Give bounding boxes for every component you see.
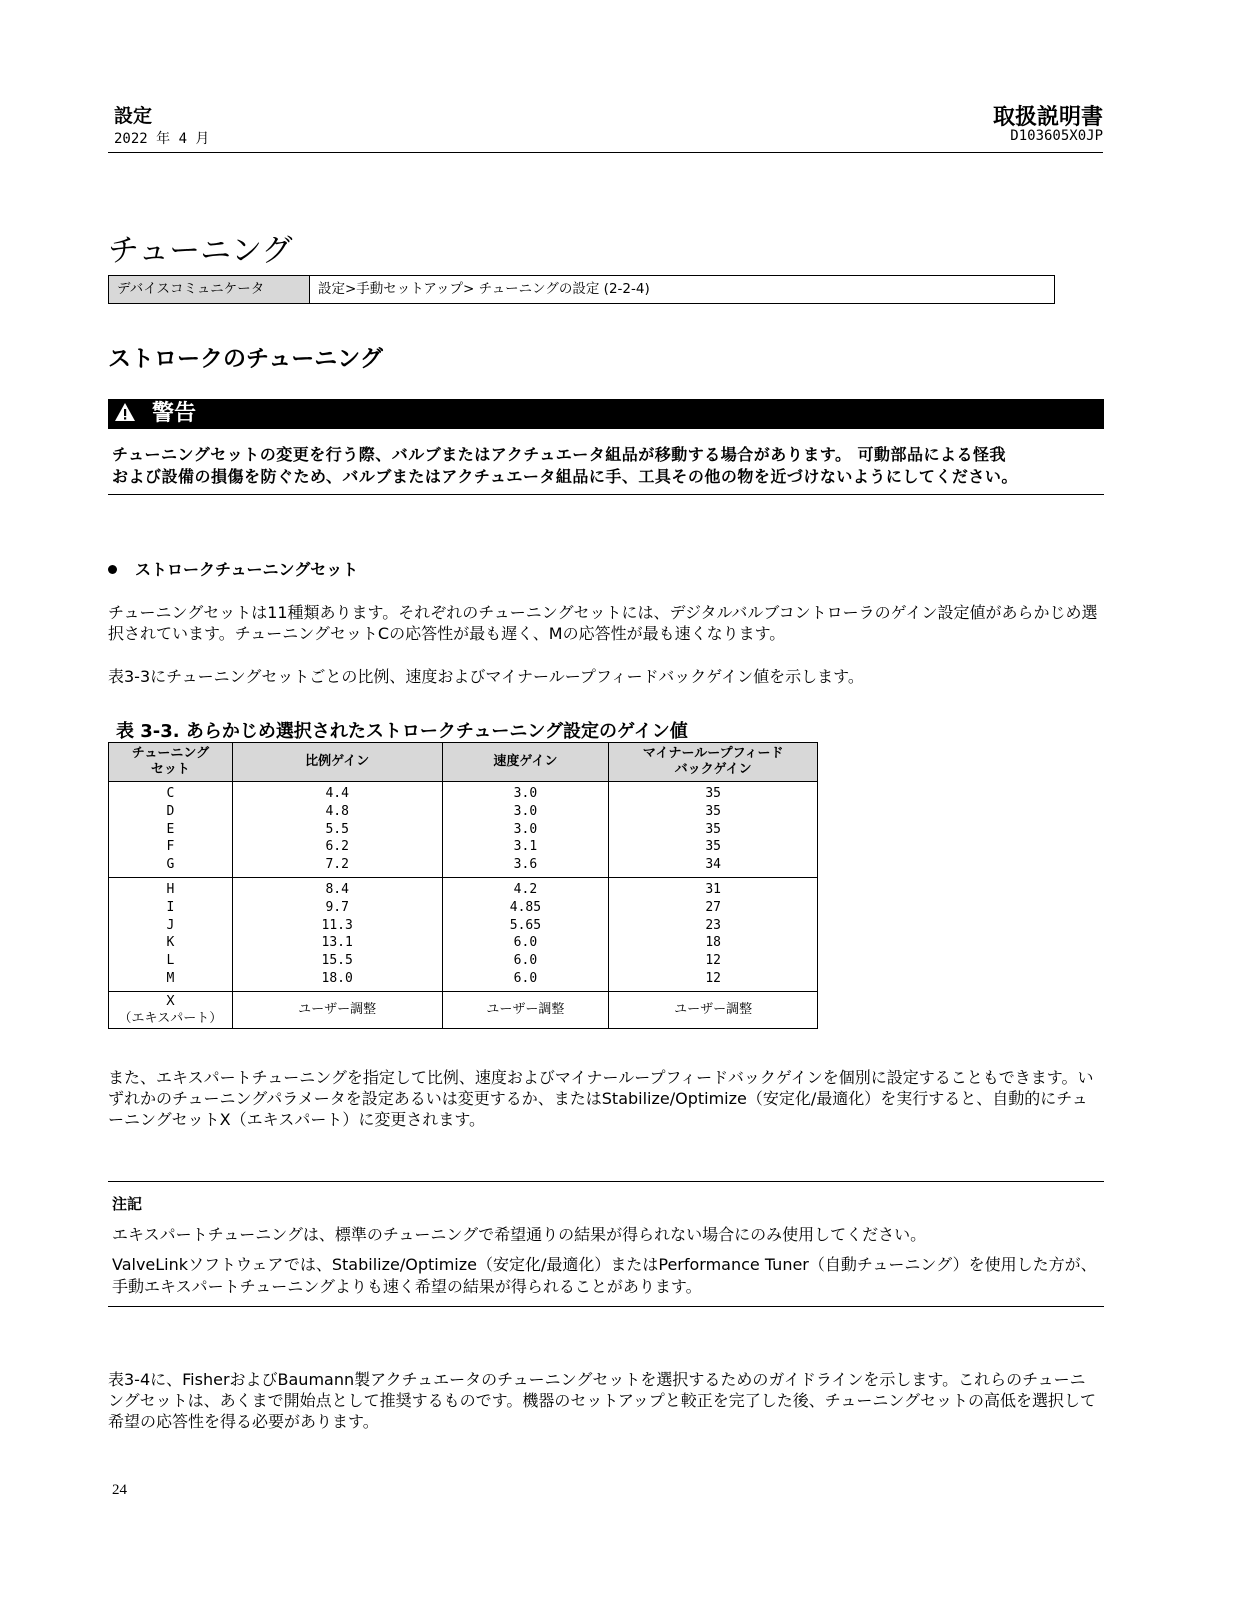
section-title: ストロークのチューニング — [108, 346, 383, 372]
warning-text — [112, 444, 1097, 488]
paragraph-4: 表3‐4に、FisherおよびBaumann製アクチュエータのチューニングセットを選択するためのガイドラインを示します。これらのチューニングセットは、あくまで開始点として推奨するものです。機器のセットアップと較正を完了した後、チューニングセットの高低を選択して希望の応答性を得る必要があります。 — [108, 1370, 1097, 1431]
column-header: 速度ゲイン — [442, 743, 609, 782]
page-title: チューニング — [108, 233, 293, 269]
header-section: 設定 — [114, 105, 153, 127]
bullet-text: ストロークチューニングセット — [135, 560, 359, 579]
table-caption: 表 3‐3. あらかじめ選択されたストロークチューニング設定のゲイン値 — [116, 721, 688, 742]
warning-triangle-icon — [114, 401, 136, 423]
note-title: 注記 — [112, 1195, 143, 1213]
paragraph-2: 表3‐3にチューニングセットごとの比例、速度およびマイナーループフィードバックゲイン値を示します。 — [108, 667, 864, 686]
set-cell: C D E F G — [109, 782, 233, 878]
velocity-gain-cell: 3.0 3.0 3.0 3.1 3.6 — [442, 782, 609, 878]
menu-path-value: 設定>手動セットアップ> チューニングの設定 (2-2-4) — [318, 281, 650, 297]
table-header-row — [109, 743, 818, 782]
bullet-dot-icon — [108, 565, 117, 574]
warning-line: チューニングセットの変更を行う際、バルブまたはアクチュエータ組品が移動する場合があります。 可動部品による怪我 — [112, 445, 1007, 464]
paragraph-3: また、エキスパートチューニングを指定して比例、速度およびマイナーループフィードバックゲインを個別に設定することもできます。いずれかのチューニングパラメータを設定あるいは変更するか、またはStabilize/Optimize（安定化/最適化）を実行すると、自動的にチューニングセットX（エキスパート）に変更されます。 — [108, 1068, 1094, 1129]
proportional-gain-cell: 4.4 4.8 5.5 6.2 7.2 — [232, 782, 442, 878]
note-line-2: ValveLinkソフトウェアでは、Stabilize/Optimize（安定化/最適化）またはPerformance Tuner（自動チューニング）を使用した方が、手動エキスパートチューニングよりも速く希望の結果が得られることがあります。 — [112, 1255, 1097, 1296]
header-date: 2022 年 4 月 — [114, 131, 210, 147]
table-row — [109, 877, 818, 991]
warning-rule — [108, 494, 1104, 495]
warning-label: 警告 — [152, 401, 197, 426]
proportional-gain-cell: 8.4 9.7 11.3 13.1 15.5 18.0 — [232, 877, 442, 991]
paragraph-1: チューニングセットは11種類あります。それぞれのチューニングセットには、デジタルバルブコントローラのゲイン設定値があらかじめ選択されています。チューニングセットCの応答性が最も遅く、Mの応答性が最も速くなります。 — [108, 603, 1098, 643]
proportional-gain-cell: ユーザー調整 — [232, 991, 442, 1028]
column-header: 比例ゲイン — [232, 743, 442, 782]
header-rule — [108, 152, 1103, 153]
mlfb-gain-cell: 35 35 35 35 34 — [609, 782, 818, 878]
set-cell: H I J K L M — [109, 877, 233, 991]
velocity-gain-cell: ユーザー調整 — [442, 991, 609, 1028]
page-number: 24 — [112, 1482, 127, 1498]
mlfb-gain-cell: 31 27 23 18 12 12 — [609, 877, 818, 991]
menu-path-box — [108, 275, 1055, 304]
header-doc-number: D103605X0JP — [1010, 128, 1103, 144]
warning-line: および設備の損傷を防ぐため、バルブまたはアクチュエータ組品に手、工具その他の物を近づけないようにしてください。 — [112, 467, 1018, 486]
note-line-1: エキスパートチューニングは、標準のチューニングで希望通りの結果が得られない場合にのみ使用してください。 — [112, 1225, 927, 1244]
mlfb-gain-cell: ユーザー調整 — [609, 991, 818, 1028]
menu-path-label: デバイスコミュニケータ — [109, 276, 310, 303]
table-row — [109, 991, 818, 1028]
note-rule-top — [108, 1181, 1104, 1182]
warning-bar — [108, 399, 1104, 429]
note-rule-bottom — [108, 1306, 1104, 1307]
bullet-item — [108, 557, 358, 580]
gain-table — [108, 742, 818, 1029]
velocity-gain-cell: 4.2 4.85 5.65 6.0 6.0 6.0 — [442, 877, 609, 991]
table-row — [109, 782, 818, 878]
column-header: マイナーループフィード バックゲイン — [609, 743, 818, 782]
column-header: チューニング セット — [109, 743, 233, 782]
header-title: 取扱説明書 — [992, 105, 1103, 130]
set-cell: X （エキスパート） — [109, 991, 233, 1028]
